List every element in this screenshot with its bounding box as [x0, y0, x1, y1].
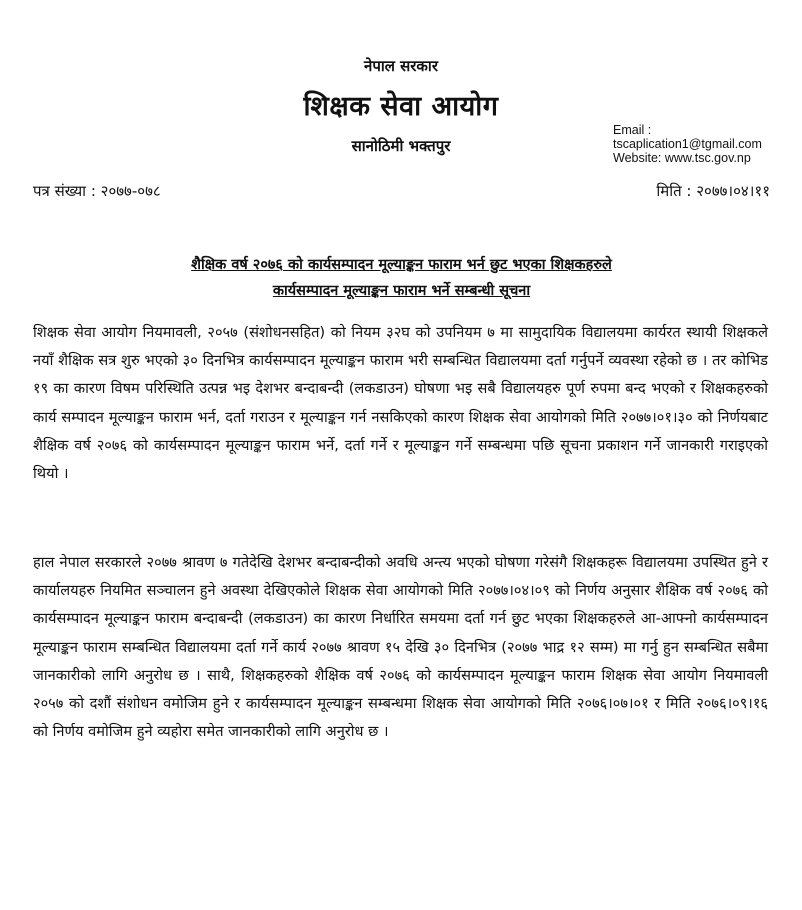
contact-block: [613, 123, 799, 165]
letter-date: मिति : २०७७।०४।११: [656, 182, 770, 200]
email-address: tscaplication1@tgmail.com: [613, 137, 762, 151]
subject-line-1: शैक्षिक वर्ष २०७६ को कार्यसम्पादन मूल्याङ्कन फाराम भर्न छुट भएका शिक्षकहरुले: [191, 257, 612, 273]
government-name: नेपाल सरकार: [364, 57, 438, 75]
website: Website: www.tsc.gov.np: [613, 151, 751, 165]
paragraph-text: शिक्षक सेवा आयोग नियमावली, २०५७ (संशोधनसहित) को नियम ३२घ को उपनियम ७ मा सामुदायिक विद्यालयमा कार्यरत स्थायी शिक्षकले नयाँ शैक्षिक सत्र शुरु भएको ३० दिनभित्र कार्यसम्पादन मूल्याङ्कन फाराम भरी सम्बन्धित विद्यालयमा दर्ता गर्नुपर्ने व्यवस्था रहेको छ । तर कोभिड १९ का कारण विषम परिस्थिति उत्पन्न भइ देशभर बन्दाबन्दी (लकडाउन) घोषणा भइ सबै विद्यालयहरु पूर्ण रुपमा बन्द भएको र शिक्षकहरुको कार्य सम्पादन मूल्याङ्कन फाराम भर्न, दर्ता गराउन र मूल्याङ्कन गर्न नसकिएको कारण शिक्षक सेवा आयोगको मिति २०७७।०१।३० को निर्णयबाट शैक्षिक वर्ष २०७६ को कार्यसम्पादन मूल्याङ्कन फाराम भर्ने, दर्ता गर्ने र मूल्याङ्कन गर्ने सम्बन्धमा पछि सूचना प्रकाशन गर्ने जानकारी गराइएको थियो ।: [33, 324, 768, 483]
body-paragraph-1: [33, 319, 768, 488]
notice-subject: [33, 252, 770, 304]
reference-row: [33, 181, 770, 201]
commission-title: शिक्षक सेवा आयोग: [303, 91, 499, 122]
subject-line-2: कार्यसम्पादन मूल्याङ्कन फाराम भर्ने सम्बन्धी सूचना: [272, 283, 531, 299]
body-paragraph-2: [33, 549, 768, 746]
email-label: Email :: [613, 123, 652, 137]
office-address: सानोठिमी भक्तपुर: [351, 137, 451, 155]
letter-number: पत्र संख्या : २०७७-०७८: [33, 182, 161, 200]
paragraph-text: हाल नेपाल सरकारले २०७७ श्रावण ७ गतेदेखि देशभर बन्दाबन्दीको अवधि अन्त्य भएको घोषणा गरेसंगै शिक्षकहरू विद्यालयमा उपस्थित हुने र कार्यालयहरु नियमित सञ्चालन हुने अवस्था देखिएकोले शिक्षक सेवा आयोगको मिति २०७७।०४।०९ को निर्णय अनुसार शैक्षिक वर्ष २०७६ को कार्यसम्पादन मूल्याङ्कन फाराम बन्दाबन्दी (लकडाउन) का कारण निर्धारित समयमा दर्ता गर्न छुट भएका शिक्षकहरुले आ-आफ्नो कार्यसम्पादन मूल्याङ्कन फाराम सम्बन्धित विद्यालयमा दर्ता गर्ने कार्य २०७७ श्रावण १५ देखि ३० दिनभित्र (२०७७ भाद्र १२ सम्म) मा गर्नु हुन सम्बन्धित सबैमा जानकारीको लागि अनुरोध छ । साथै, शिक्षकहरुको शैक्षिक वर्ष २०७६ को कार्यसम्पादन मूल्याङ्कन फाराम शिक्षक सेवा आयोग नियमावली २०५७ को दशौं संशोधन वमोजिम हुने र कार्यसम्पादन मूल्याङ्कन सम्बन्धमा शिक्षक सेवा आयोगको मिति २०७६।०७।०१ र मिति २०७६।०९।१६ को निर्णय वमोजिम हुने व्यहोरा समेत जानकारीको लागि अनुरोध छ ।: [33, 554, 768, 741]
